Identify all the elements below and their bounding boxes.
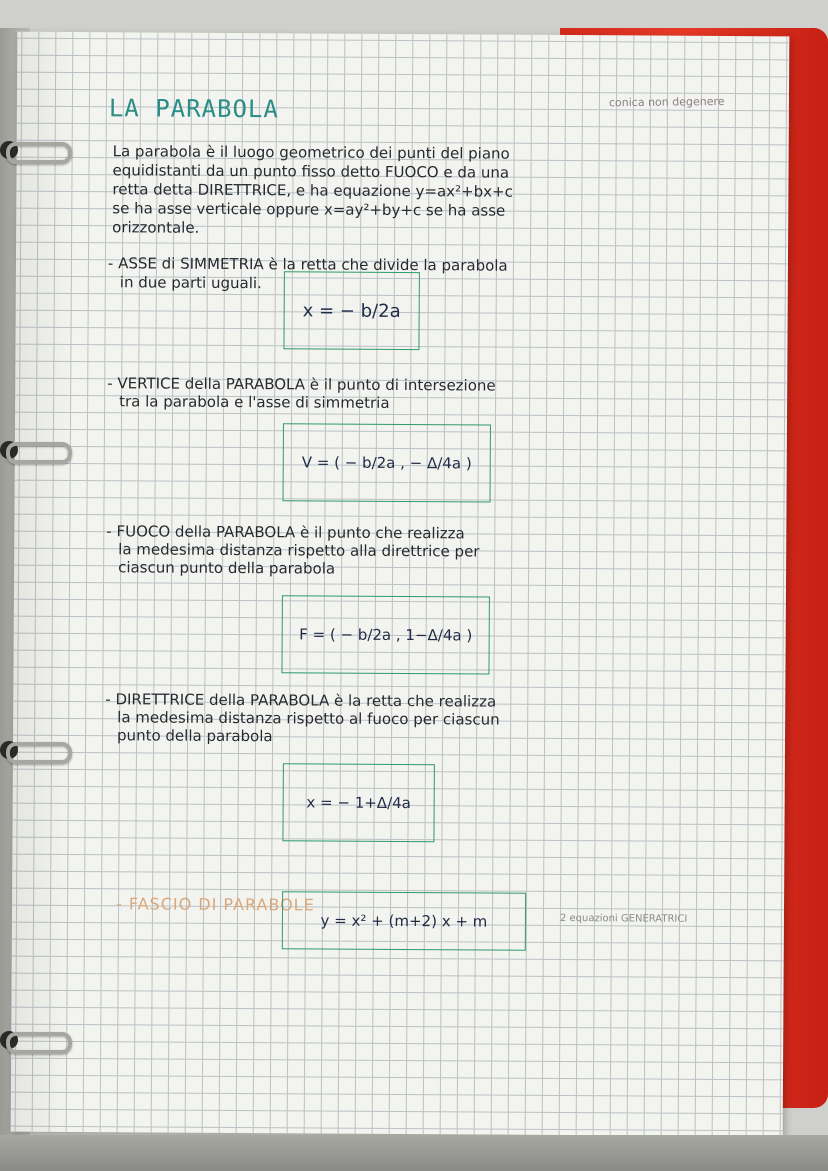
fuoco-line-1: - FUOCO della PARABOLA è il punto che realizza: [106, 522, 465, 543]
direttrice-line-2: la medesima distanza rispetto al fuoco per ciascun: [117, 708, 500, 729]
intro-line-4: se ha asse verticale oppure x=ay²+by+c se ha asse: [112, 199, 506, 220]
vertice-formula-box: [283, 423, 491, 502]
ring-loop: [6, 1032, 72, 1054]
graph-paper-sheet: [11, 32, 790, 1137]
table-surface: [0, 1135, 828, 1171]
direttrice-line-3: punto della parabola: [117, 726, 273, 746]
ring-loop: [6, 142, 72, 164]
sheet-shade: [11, 32, 78, 1132]
fascio-side-note: 2 equazioni GENERATRICI: [559, 912, 688, 925]
binder-ring-2: [0, 438, 70, 462]
binder-ring-3: [0, 738, 70, 762]
fascio-formula-box: [282, 891, 526, 950]
intro-line-3: retta detta DIRETTRICE, e ha equazione y=ax²+bx+c: [112, 180, 513, 201]
intro-line-1: La parabola è il luogo geometrico dei punti del piano: [112, 142, 510, 163]
vertice-line-1: - VERTICE della PARABOLA è il punto di intersezione: [107, 374, 496, 395]
fascio-formula: y = x² + (m+2) x + m: [320, 911, 488, 931]
asse-line-1: - ASSE di SIMMETRIA è la retta che divide la parabola: [107, 254, 508, 275]
intro-line-2: equidistanti da un punto fisso detto FUOCO e da una: [112, 161, 510, 182]
asse-formula-box: [283, 271, 419, 350]
direttrice-formula: x = − 1+Δ/4a: [306, 793, 411, 813]
vertice-line-2: tra la parabola e l'asse di simmetria: [119, 392, 390, 412]
fuoco-formula: F = ( − b/2a , 1−Δ/4a ): [299, 625, 473, 645]
vertice-formula: V = ( − b/2a , − Δ/4a ): [301, 453, 472, 473]
direttrice-formula-box: [282, 763, 434, 842]
binder-ring-1: [0, 138, 70, 162]
ring-loop: [6, 442, 72, 464]
fascio-heading: - FASCIO DI PARABOLE: [115, 894, 315, 915]
fuoco-line-2: la medesima distanza rispetto alla direttrice per: [118, 540, 480, 561]
fuoco-line-3: ciascun punto della parabola: [118, 558, 336, 578]
ring-loop: [6, 742, 72, 764]
page-title: LA PARABOLA: [108, 94, 279, 124]
intro-line-5: orizzontale.: [112, 218, 200, 237]
binder-ring-4: [0, 1028, 70, 1052]
corner-note: conica non degenere: [608, 94, 725, 110]
direttrice-line-1: - DIRETTRICE della PARABOLA è la retta che realizza: [105, 690, 497, 711]
fuoco-formula-box: [281, 595, 489, 674]
asse-line-2: in due parti uguali.: [119, 273, 262, 293]
asse-formula: x = − b/2a: [302, 299, 401, 322]
